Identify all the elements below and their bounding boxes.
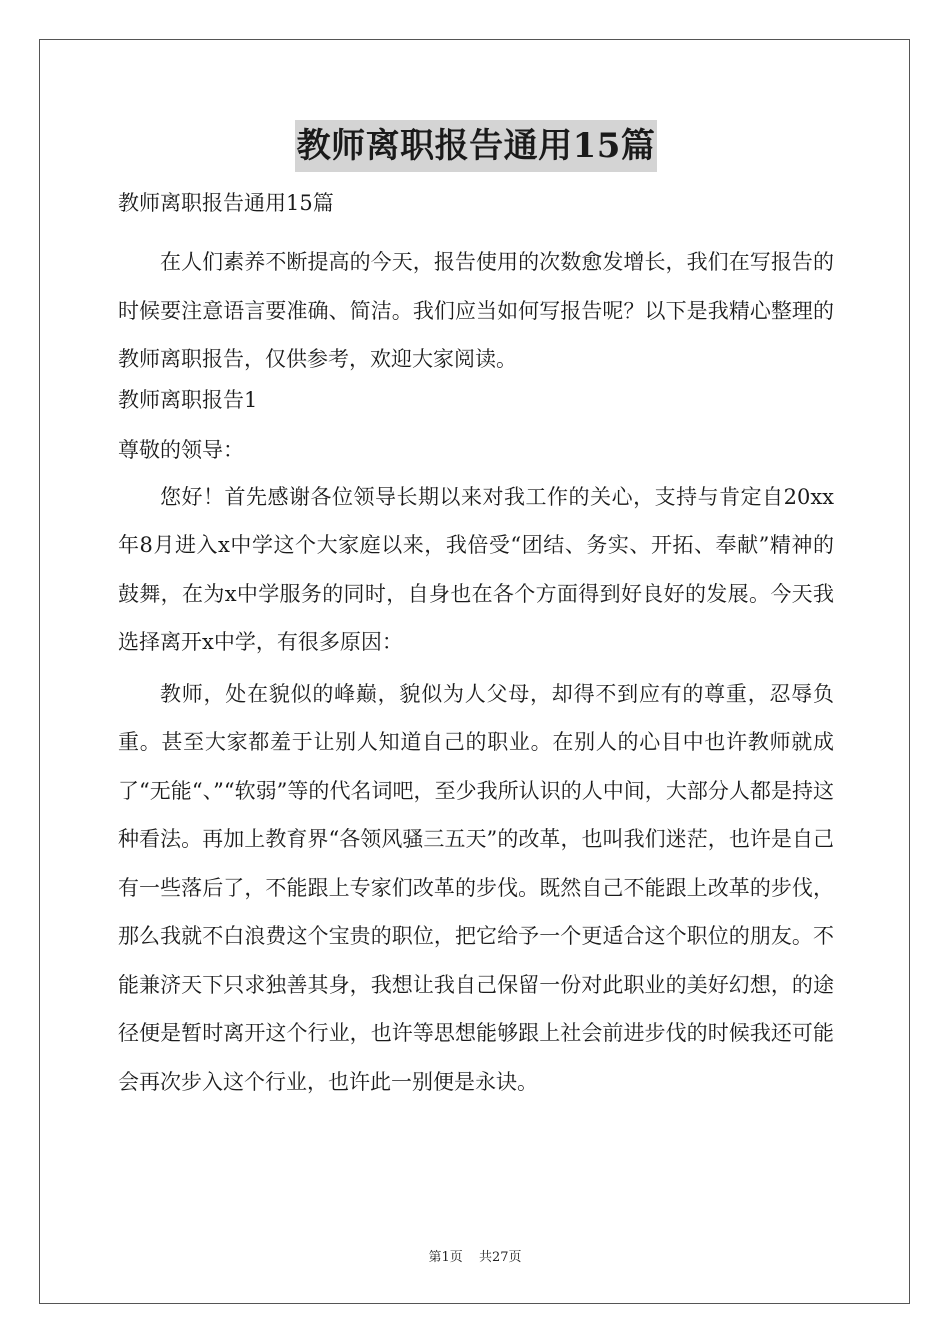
document-title: 教师离职报告通用15篇 — [295, 120, 658, 172]
section-heading: 教师离职报告1 — [118, 387, 258, 412]
body-paragraph-1: 您好！首先感谢各位领导长期以来对我工作的关心，支持与肯定自20xx年8月进入x中学这个大家庭以来，我倍受“团结、务实、开拓、奉献”精神的鼓舞，在为x中学服务的同时，自身也在各个方面得到好良好的发展。今天我选择离开x中学，有很多原因： — [118, 484, 834, 654]
page-number: 第1页 — [428, 1250, 463, 1265]
page-footer — [0, 1246, 950, 1265]
title-container — [118, 120, 834, 172]
salutation: 尊敬的领导： — [118, 437, 244, 462]
body-paragraph-2: 教师，处在貌似的峰巅，貌似为人父母，却得不到应有的尊重，忍辱负重。甚至大家都羞于让别人知道自己的职业。在别人的心目中也许教师就成了“无能“、”“软弱”等的代名词吧，至少我所认识的人中间，大部分人都是持这种看法。再加上教育界“各领风骚三五天”的改革，也叫我们迷茫，也许是自己有一些落后了，不能跟上专家们改革的步伐。既然自己不能跟上改革的步伐，那么我就不白浪费这个宝贵的职位，把它给予一个更适合这个职位的朋友。不能兼济天下只求独善其身，我想让我自己保留一份对此职业的美好幻想，的途径便是暂时离开这个行业，也许等思想能够跟上社会前进步伐的时候我还可能会再次步入这个行业，也许此一别便是永诀。 — [118, 681, 834, 1094]
page-total: 共27页 — [478, 1250, 522, 1265]
document-subtitle: 教师离职报告通用15篇 — [118, 191, 334, 215]
intro-paragraph: 在人们素养不断提高的今天，报告使用的次数愈发增长，我们在写报告的时候要注意语言要准确、简洁。我们应当如何写报告呢？以下是我精心整理的教师离职报告，仅供参考，欢迎大家阅读。 — [118, 250, 834, 371]
document-body — [118, 120, 834, 1109]
